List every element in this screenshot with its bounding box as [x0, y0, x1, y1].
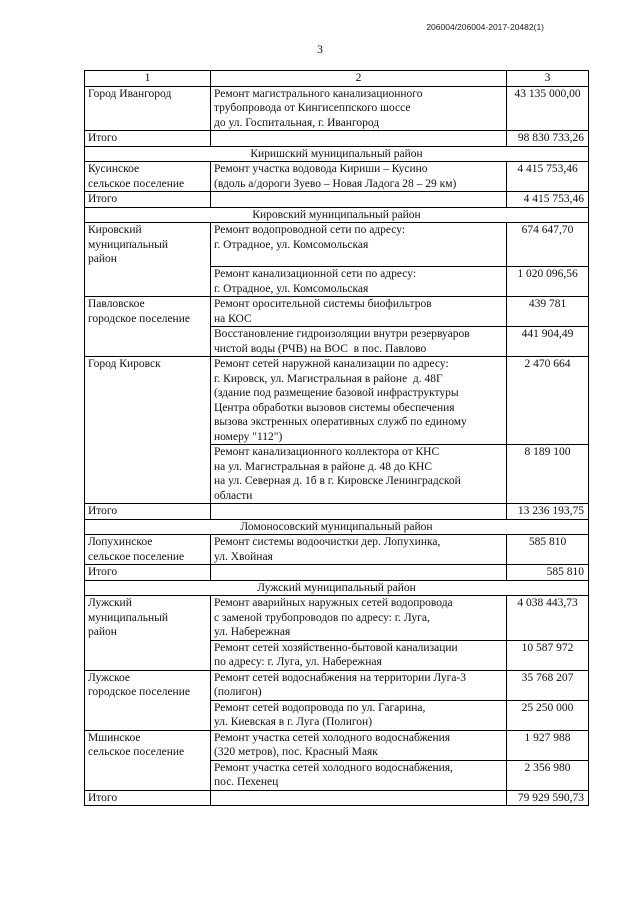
amount: 4 415 753,46: [507, 162, 589, 192]
total-amount: 4 415 753,46: [507, 192, 589, 208]
text-line: Ремонт канализационной сети по адресу:: [214, 268, 417, 280]
empty-cell: [211, 790, 507, 806]
header-col-1: 1: [85, 71, 211, 87]
work-description: [211, 267, 507, 297]
amount: 1 020 096,56: [507, 267, 589, 297]
district-title: Лужский муниципальный район: [85, 580, 589, 596]
amount: 25 250 000: [507, 700, 589, 730]
text-line: Ремонт участка сетей холодного водоснабжения: [214, 731, 451, 744]
table-row: [85, 86, 589, 131]
text-line: Павловское: [88, 298, 145, 310]
text-line: Ремонт системы водоочистки дер. Лопухинка,: [214, 536, 441, 548]
municipality-name: [85, 327, 211, 357]
text-line: муниципальный: [88, 238, 169, 251]
total-row: [85, 192, 589, 208]
text-line: до ул. Госпитальная, г. Ивангород: [214, 116, 380, 129]
table-row: [85, 223, 589, 267]
table-row: [85, 730, 589, 760]
text-line: Лопухинское: [88, 536, 153, 548]
municipality-name: [85, 535, 211, 565]
text-line: сельское поселение: [88, 177, 185, 190]
empty-cell: [211, 131, 507, 147]
district-section-row: [85, 519, 589, 535]
text-line: Ремонт сетей водопровода по ул. Гагарина,: [214, 701, 426, 714]
table-row: [85, 700, 589, 730]
table-row: [85, 640, 589, 670]
total-row: [85, 504, 589, 520]
text-line: ул. Киевская в г. Луга (Полигон): [214, 716, 373, 728]
text-line: номеру "112"): [214, 430, 283, 443]
district-title: Кировский муниципальный район: [85, 207, 589, 223]
table-row: [85, 445, 589, 504]
amount: 2 356 980: [507, 760, 589, 790]
text-line: (полигон): [214, 686, 262, 698]
text-line: г. Кировск, ул. Магистральная в районе д. 48Г: [214, 372, 443, 385]
work-description: [211, 357, 507, 445]
text-line: г. Отрадное, ул. Комсомольская: [214, 238, 369, 251]
amount: 674 647,70: [507, 223, 589, 267]
text-line: пос. Пехенец: [214, 776, 279, 788]
total-amount: 79 929 590,73: [507, 790, 589, 806]
table-row: [85, 327, 589, 357]
text-line: Ремонт сетей наружной канализации по адресу:: [214, 358, 449, 370]
amount: 8 189 100: [507, 445, 589, 504]
table-row: [85, 357, 589, 445]
text-line: Ремонт оросительной системы биофильтров: [214, 298, 432, 310]
text-line: муниципальный: [88, 611, 169, 624]
work-description: [211, 535, 507, 565]
text-line: район: [88, 253, 117, 265]
text-line: на КОС: [214, 312, 252, 325]
text-line: Ремонт участка сетей холодного водоснабжения,: [214, 761, 453, 774]
municipality-name: [85, 223, 211, 267]
municipality-name: [85, 700, 211, 730]
total-row: [85, 565, 589, 581]
amount: 441 904,49: [507, 327, 589, 357]
text-line: Ремонт сетей водоснабжения на территории Луга-3: [214, 671, 467, 684]
text-line: Ремонт участка водовода Кириши – Кусино: [214, 163, 428, 175]
municipality-name: [85, 297, 211, 327]
empty-cell: [211, 504, 507, 520]
text-line: Лужское: [88, 671, 130, 684]
district-section-row: [85, 207, 589, 223]
text-line: Центра обработки вызовов системы обеспечения: [214, 401, 455, 414]
text-line: Ремонт магистрального канализационного: [214, 87, 423, 100]
district-title: Ломоносовский муниципальный район: [85, 519, 589, 535]
text-line: Лужский: [88, 597, 132, 609]
total-label: Итого: [85, 131, 211, 147]
total-label: Итого: [85, 565, 211, 581]
work-description: [211, 86, 507, 131]
text-line: чистой воды (РЧВ) на ВОС в пос. Павлово: [214, 342, 427, 355]
text-line: городское поселение: [88, 312, 190, 325]
municipality-name: [85, 596, 211, 641]
district-section-row: [85, 146, 589, 162]
work-description: [211, 327, 507, 357]
text-line: трубопровода от Кингисеппского шоссе: [214, 102, 411, 114]
document-id: 206004/206004-2017-20482(1): [426, 22, 544, 32]
text-line: на ул. Северная д. 1б в г. Кировске Ленинградской: [214, 475, 461, 487]
work-description: [211, 760, 507, 790]
work-description: [211, 700, 507, 730]
work-description: [211, 445, 507, 504]
text-line: Восстановление гидроизоляции внутри резервуаров: [214, 328, 470, 340]
table-row: [85, 670, 589, 700]
municipality-name: [85, 640, 211, 670]
total-label: Итого: [85, 192, 211, 208]
text-line: (вдоль а/дороги Зуево – Новая Ладога 28 – 29 км): [214, 177, 457, 190]
amount: 43 135 000,00: [507, 86, 589, 131]
amount: 1 927 988: [507, 730, 589, 760]
municipality-name: [85, 86, 211, 131]
table-row: [85, 760, 589, 790]
municipality-name: [85, 267, 211, 297]
text-line: Мшинское: [88, 731, 141, 744]
text-line: Ремонт сетей хозяйственно-бытовой канализации: [214, 641, 458, 654]
total-label: Итого: [85, 790, 211, 806]
page-number: 3: [317, 44, 323, 56]
empty-cell: [211, 192, 507, 208]
text-line: ул. Набережная: [214, 626, 291, 638]
text-line: (320 метров), пос. Красный Маяк: [214, 746, 378, 758]
text-line: вызова экстренных оперативных служб по единому: [214, 416, 467, 428]
municipality-name: [85, 730, 211, 760]
text-line: Кировский: [88, 224, 142, 236]
municipality-name: [85, 445, 211, 504]
total-amount: 98 830 733,26: [507, 131, 589, 147]
table-row: [85, 596, 589, 641]
text-line: г. Отрадное, ул. Комсомольская: [214, 282, 369, 295]
amount: 439 781: [507, 297, 589, 327]
text-line: Город Кировск: [88, 358, 161, 370]
amount: 2 470 664: [507, 357, 589, 445]
municipality-name: [85, 357, 211, 445]
municipality-name: [85, 162, 211, 192]
text-line: Ремонт водопроводной сети по адресу:: [214, 224, 406, 236]
work-description: [211, 596, 507, 641]
text-line: Город Ивангород: [88, 87, 172, 100]
amount: 35 768 207: [507, 670, 589, 700]
empty-cell: [211, 565, 507, 581]
work-description: [211, 297, 507, 327]
table-row: [85, 162, 589, 192]
text-line: по адресу: г. Луга, ул. Набережная: [214, 656, 382, 668]
amount: 585 810: [507, 535, 589, 565]
amount: 4 038 443,73: [507, 596, 589, 641]
total-amount: 585 810: [507, 565, 589, 581]
municipality-name: [85, 760, 211, 790]
work-description: [211, 223, 507, 267]
header-col-2: 2: [211, 71, 507, 87]
table-row: [85, 297, 589, 327]
total-amount: 13 236 193,75: [507, 504, 589, 520]
funding-table: [84, 70, 589, 806]
text-line: (здание под размещение базовой инфраструктуры: [214, 387, 459, 399]
text-line: ул. Хвойная: [214, 550, 273, 563]
text-line: Ремонт аварийных наружных сетей водопровода: [214, 597, 453, 609]
table-row: [85, 535, 589, 565]
text-line: городское поселение: [88, 686, 190, 698]
text-line: Кусинское: [88, 163, 140, 175]
district-title: Киришский муниципальный район: [85, 146, 589, 162]
work-description: [211, 640, 507, 670]
text-line: сельское поселение: [88, 550, 185, 563]
header-col-3: 3: [507, 71, 589, 87]
text-line: области: [214, 489, 253, 502]
total-row: [85, 131, 589, 147]
table-row: [85, 267, 589, 297]
text-line: район: [88, 626, 117, 638]
text-line: с заменой трубопроводов по адресу: г. Луга,: [214, 611, 430, 624]
text-line: на ул. Магистральная в районе д. 48 до КНС: [214, 460, 432, 473]
amount: 10 587 972: [507, 640, 589, 670]
municipality-name: [85, 670, 211, 700]
work-description: [211, 670, 507, 700]
district-section-row: [85, 580, 589, 596]
total-label: Итого: [85, 504, 211, 520]
work-description: [211, 162, 507, 192]
text-line: Ремонт канализационного коллектора от КНС: [214, 446, 440, 458]
work-description: [211, 730, 507, 760]
total-row: [85, 790, 589, 806]
text-line: сельское поселение: [88, 746, 185, 758]
table-header-row: [85, 71, 589, 87]
